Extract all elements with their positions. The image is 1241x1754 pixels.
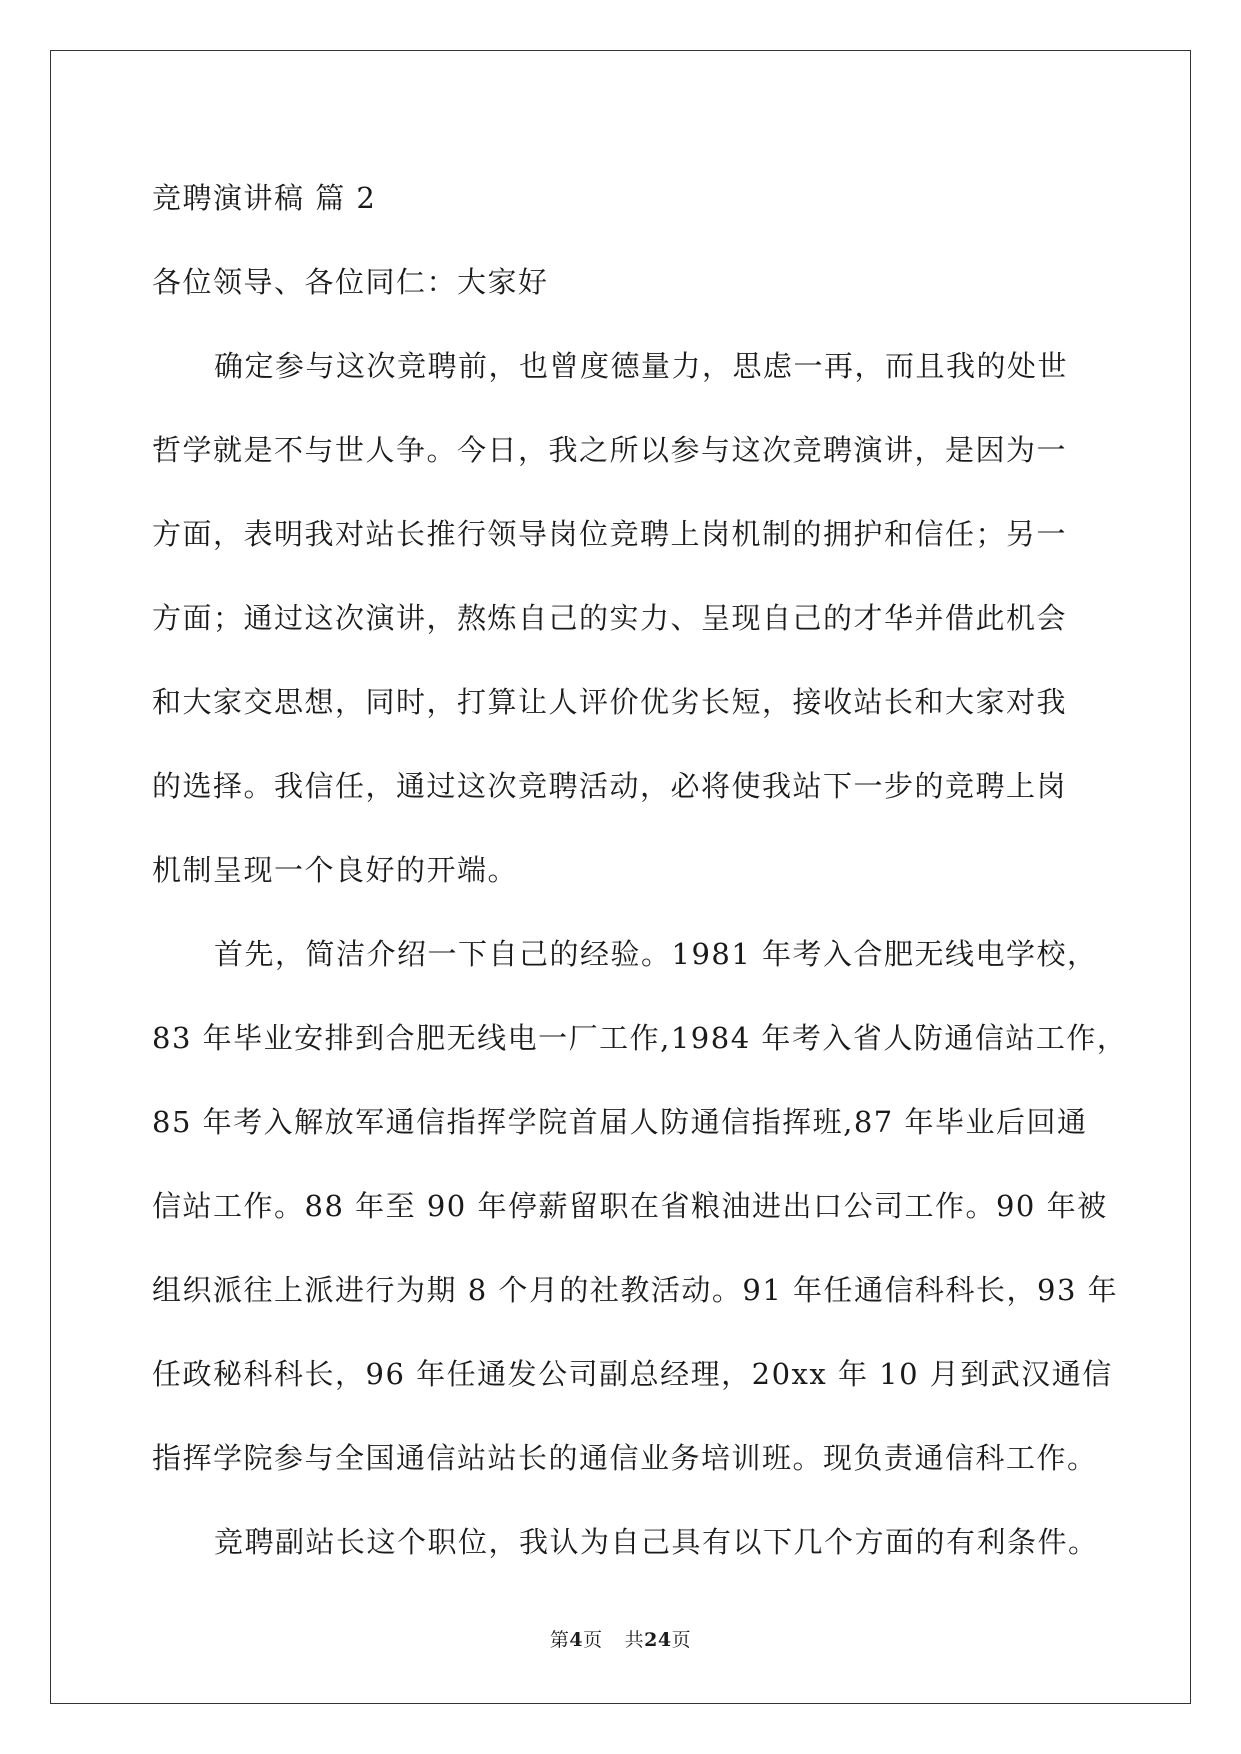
paragraph-1 <box>152 324 1092 912</box>
paragraph-line: 机制呈现一个良好的开端。 <box>152 853 519 887</box>
greeting: 各位领导、各位同仁：大家好 <box>152 265 549 299</box>
page-prefix: 第 <box>549 1629 570 1651</box>
paragraph-3 <box>152 1500 1099 1584</box>
document-title: 竞聘演讲稿 篇 2 <box>152 181 377 215</box>
total-page-count: 24 <box>644 1629 672 1651</box>
paragraph-line: 83 年毕业安排到合肥无线电一厂工作,1984 年考入省人防通信站工作， <box>152 1021 1128 1055</box>
document-body <box>152 156 1128 1584</box>
paragraph-line: 指挥学院参与全国通信站站长的通信业务培训班。现负责通信科工作。 <box>152 1441 1098 1475</box>
total-prefix: 共 <box>624 1629 645 1651</box>
paragraph-line: 首先，简洁介绍一下自己的经验。1981 年考入合肥无线电学校， <box>214 937 1098 971</box>
paragraph-line: 方面，表明我对站长推行领导岗位竞聘上岗机制的拥护和信任；另一 <box>152 517 1068 551</box>
paragraph-line: 方面；通过这次演讲，熬炼自己的实力、呈现自己的才华并借此机会 <box>152 601 1068 635</box>
paragraph-line: 任政秘科科长，96 年任通发公司副总经理，20xx 年 10 月到武汉通信 <box>152 1357 1113 1391</box>
paragraph-line: 组织派往上派进行为期 8 个月的社教活动。91 年任通信科科长，93 年 <box>152 1273 1119 1307</box>
page-footer <box>0 1625 1241 1652</box>
paragraph-line: 确定参与这次竞聘前，也曾度德量力，思虑一再，而且我的处世 <box>214 349 1069 383</box>
current-page-number: 4 <box>569 1629 584 1651</box>
paragraph-line: 竞聘副站长这个职位，我认为自己具有以下几个方面的有利条件。 <box>214 1525 1099 1559</box>
total-suffix: 页 <box>671 1629 692 1651</box>
paragraph-line: 信站工作。88 年至 90 年停薪留职在省粮油进出口公司工作。90 年被 <box>152 1189 1108 1223</box>
paragraph-line: 和大家交思想，同时，打算让人评价优劣长短，接收站长和大家对我 <box>152 685 1068 719</box>
paragraph-line: 哲学就是不与世人争。今日，我之所以参与这次竞聘演讲，是因为一 <box>152 433 1068 467</box>
paragraph-line: 85 年考入解放军通信指挥学院首届人防通信指挥班,87 年毕业后回通 <box>152 1105 1088 1139</box>
paragraph-2 <box>152 912 1128 1500</box>
page-suffix: 页 <box>583 1629 603 1651</box>
paragraph-line: 的选择。我信任，通过这次竞聘活动，必将使我站下一步的竞聘上岗 <box>152 769 1068 803</box>
